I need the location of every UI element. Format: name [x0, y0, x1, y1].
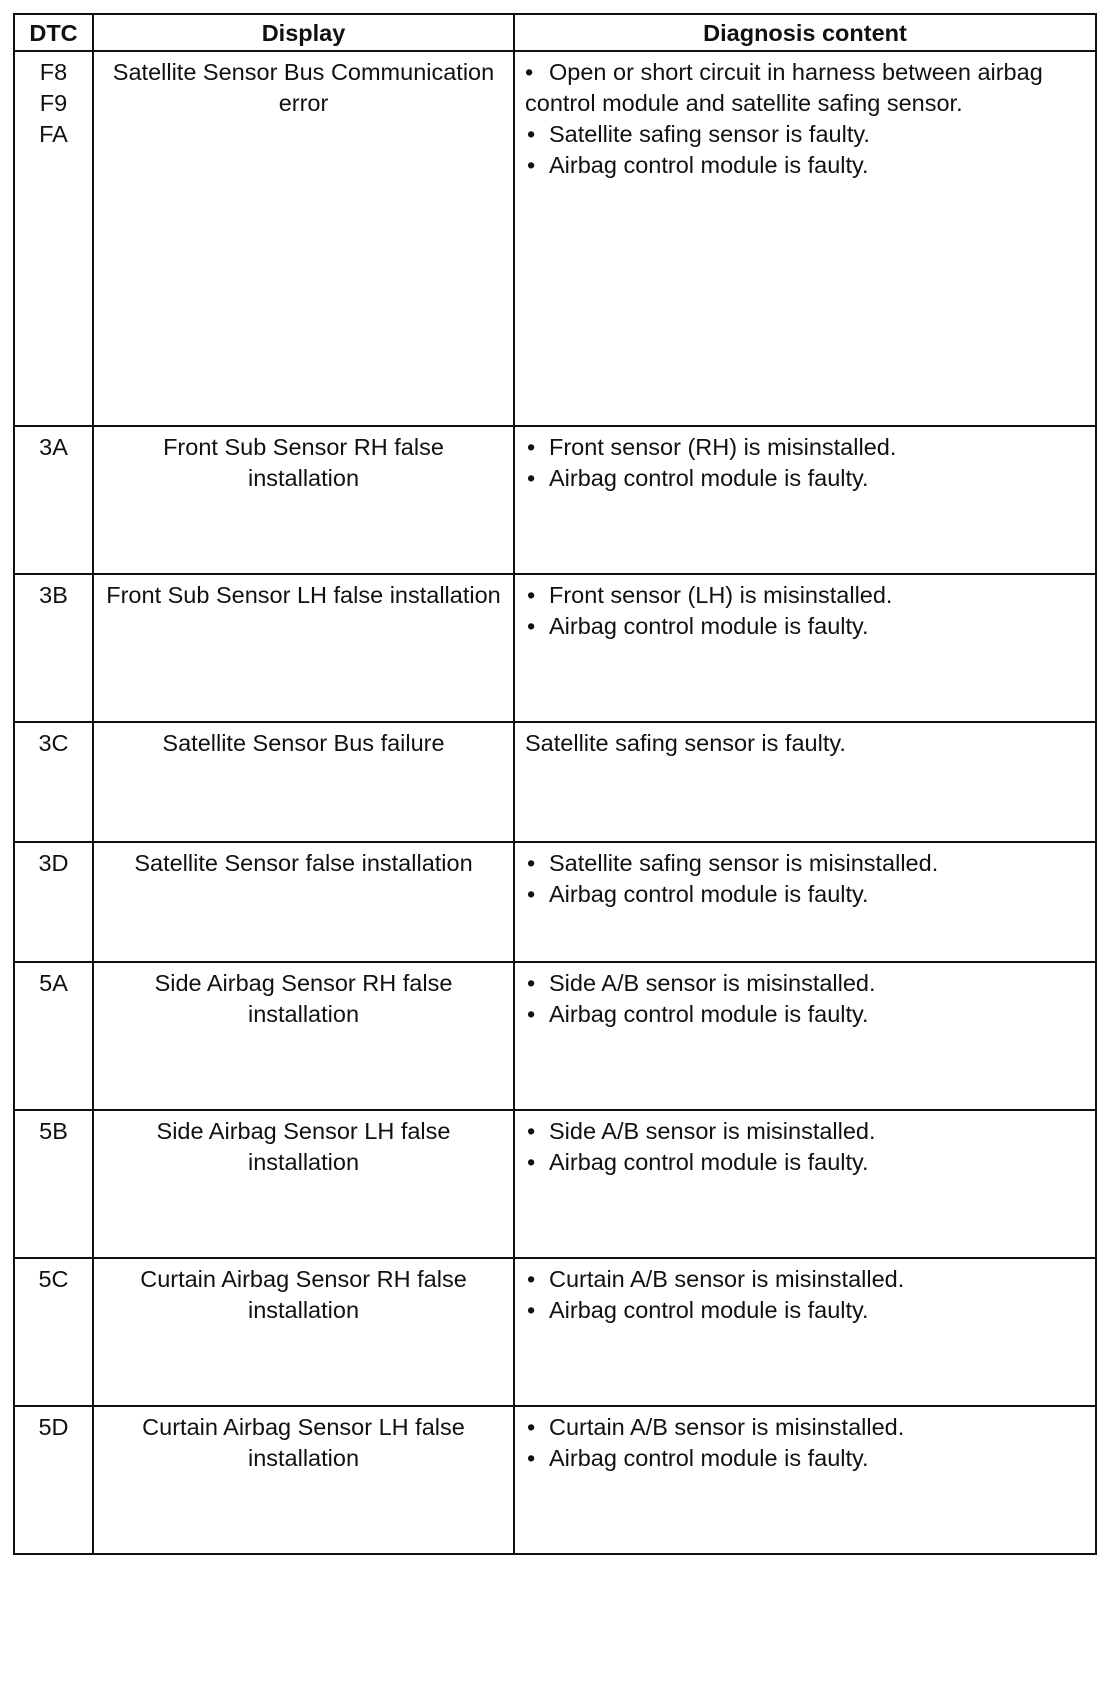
diagnosis-text: Curtain A/B sensor is misinstalled.: [549, 1266, 905, 1292]
dtc-code-cell: [14, 574, 93, 722]
display-text: Curtain Airbag Sensor LH false installation: [142, 1414, 465, 1471]
header-dtc: DTC: [14, 14, 93, 51]
list-item: [525, 1147, 1083, 1178]
display-cell: [93, 842, 514, 962]
dtc-code-cell: [14, 1406, 93, 1554]
display-text: Curtain Airbag Sensor RH false installation: [140, 1266, 467, 1323]
bullet-icon: •: [527, 881, 536, 907]
diagnosis-cell: [514, 1406, 1096, 1554]
dtc-code: 3D: [38, 850, 69, 876]
display-cell: [93, 1406, 514, 1554]
dtc-code-cell: [14, 722, 93, 842]
dtc-code: 3C: [38, 730, 69, 756]
header-row: [14, 14, 1096, 51]
diagnosis-text: Side A/B sensor is misinstalled.: [549, 1118, 876, 1144]
dtc-table: [13, 13, 1097, 1555]
list-item: [525, 1443, 1083, 1474]
diagnosis-text: Open or short circuit in harness between airbag control module and satellite safing sensor.: [525, 59, 1043, 116]
diagnosis-text: Satellite safing sensor is faulty.: [549, 121, 870, 147]
diagnosis-text: Airbag control module is faulty.: [549, 465, 869, 491]
display-cell: [93, 51, 514, 426]
header-display: Display: [93, 14, 514, 51]
bullet-icon: •: [527, 1001, 536, 1027]
diagnosis-cell: [514, 574, 1096, 722]
list-item: [525, 119, 1083, 150]
diagnosis-text: Airbag control module is faulty.: [549, 1001, 869, 1027]
display-cell: [93, 722, 514, 842]
diagnosis-text: Curtain A/B sensor is misinstalled.: [549, 1414, 905, 1440]
dtc-code: F9: [39, 90, 68, 116]
bullet-icon: •: [527, 434, 536, 460]
display-cell: [93, 574, 514, 722]
bullet-icon: •: [527, 152, 536, 178]
dtc-code-cell: [14, 842, 93, 962]
display-text: Satellite Sensor false installation: [134, 850, 473, 876]
bullet-icon: •: [527, 1445, 536, 1471]
bullet-icon: •: [527, 1118, 536, 1144]
bullet-icon: •: [527, 1414, 536, 1440]
bullet-icon: •: [527, 970, 536, 996]
dtc-code: 5B: [39, 1118, 68, 1144]
list-item: [525, 611, 1083, 642]
display-cell: [93, 1110, 514, 1258]
display-cell: [93, 1258, 514, 1406]
diagnosis-cell: [514, 426, 1096, 574]
diagnosis-cell: [514, 962, 1096, 1110]
list-item: [525, 1295, 1083, 1326]
table-row: [14, 1110, 1096, 1258]
dtc-code-cell: [14, 1110, 93, 1258]
dtc-code-cell: [14, 426, 93, 574]
table-body: [14, 51, 1096, 1554]
diagnosis-text: Airbag control module is faulty.: [549, 1445, 869, 1471]
bullet-icon: •: [527, 850, 536, 876]
diagnosis-cell: [514, 1110, 1096, 1258]
diagnosis-list: [525, 968, 1083, 1030]
table-header: [14, 14, 1096, 51]
display-text: Satellite Sensor Bus Communication error: [112, 59, 495, 116]
diagnosis-list: [525, 432, 1083, 494]
list-item: [525, 432, 1083, 463]
diagnosis-cell: [514, 842, 1096, 962]
diagnosis-list: [525, 1264, 1083, 1326]
list-item: [525, 150, 1083, 181]
bullet-icon: •: [527, 465, 536, 491]
table-row: [14, 722, 1096, 842]
display-cell: [93, 962, 514, 1110]
diagnosis-text: Airbag control module is faulty.: [549, 152, 869, 178]
dtc-code: 5D: [38, 1414, 69, 1440]
table-row: [14, 1406, 1096, 1554]
diagnosis-text: Airbag control module is faulty.: [549, 1297, 869, 1323]
bullet-icon: •: [527, 121, 536, 147]
dtc-code: 5C: [38, 1266, 69, 1292]
diagnosis-text: Satellite safing sensor is faulty.: [525, 730, 846, 756]
display-text: Side Airbag Sensor LH false installation: [156, 1118, 451, 1175]
dtc-code-cell: [14, 1258, 93, 1406]
diagnosis-cell: [514, 722, 1096, 842]
bullet-icon: •: [527, 613, 536, 639]
table-row: [14, 426, 1096, 574]
bullet-icon: •: [527, 1149, 536, 1175]
bullet-icon: •: [527, 582, 536, 608]
bullet-icon: •: [527, 1266, 536, 1292]
list-item: [525, 1116, 1083, 1147]
list-item: [525, 1264, 1083, 1295]
table-row: [14, 574, 1096, 722]
list-item: [525, 848, 1083, 879]
dtc-code: 5A: [39, 970, 68, 996]
diagnosis-list: [525, 580, 1083, 642]
diagnosis-text: Side A/B sensor is misinstalled.: [549, 970, 876, 996]
display-text: Front Sub Sensor LH false installation: [106, 582, 501, 608]
list-item: [525, 463, 1083, 494]
diagnosis-text: Airbag control module is faulty.: [549, 881, 869, 907]
list-item: [525, 57, 1083, 119]
list-item: [525, 968, 1083, 999]
table-row: [14, 842, 1096, 962]
dtc-code: FA: [39, 121, 68, 147]
diagnosis-text: Front sensor (RH) is misinstalled.: [549, 434, 897, 460]
header-diagnosis: Diagnosis content: [514, 14, 1096, 51]
table-row: [14, 1258, 1096, 1406]
list-item: [525, 999, 1083, 1030]
display-text: Satellite Sensor Bus failure: [162, 730, 445, 756]
diagnosis-list: [525, 57, 1083, 181]
dtc-code-cell: [14, 51, 93, 426]
dtc-code-cell: [14, 962, 93, 1110]
list-item: [525, 1412, 1083, 1443]
list-item: [525, 879, 1083, 910]
diagnosis-list: [525, 1116, 1083, 1178]
diagnosis-list: [525, 848, 1083, 910]
list-item: [525, 580, 1083, 611]
bullet-icon: •: [525, 59, 534, 85]
display-cell: [93, 426, 514, 574]
table-row: [14, 51, 1096, 426]
diagnosis-text: Front sensor (LH) is misinstalled.: [549, 582, 893, 608]
dtc-code: F8: [39, 59, 68, 85]
diagnosis-text: Airbag control module is faulty.: [549, 1149, 869, 1175]
diagnosis-cell: [514, 51, 1096, 426]
diagnosis-cell: [514, 1258, 1096, 1406]
diagnosis-text: Airbag control module is faulty.: [549, 613, 869, 639]
bullet-icon: •: [527, 1297, 536, 1323]
diagnosis-text: Satellite safing sensor is misinstalled.: [549, 850, 939, 876]
table-row: [14, 962, 1096, 1110]
dtc-code: 3B: [39, 582, 68, 608]
diagnosis-list: [525, 1412, 1083, 1474]
dtc-code: 3A: [39, 434, 68, 460]
display-text: Front Sub Sensor RH false installation: [163, 434, 444, 491]
display-text: Side Airbag Sensor RH false installation: [154, 970, 453, 1027]
